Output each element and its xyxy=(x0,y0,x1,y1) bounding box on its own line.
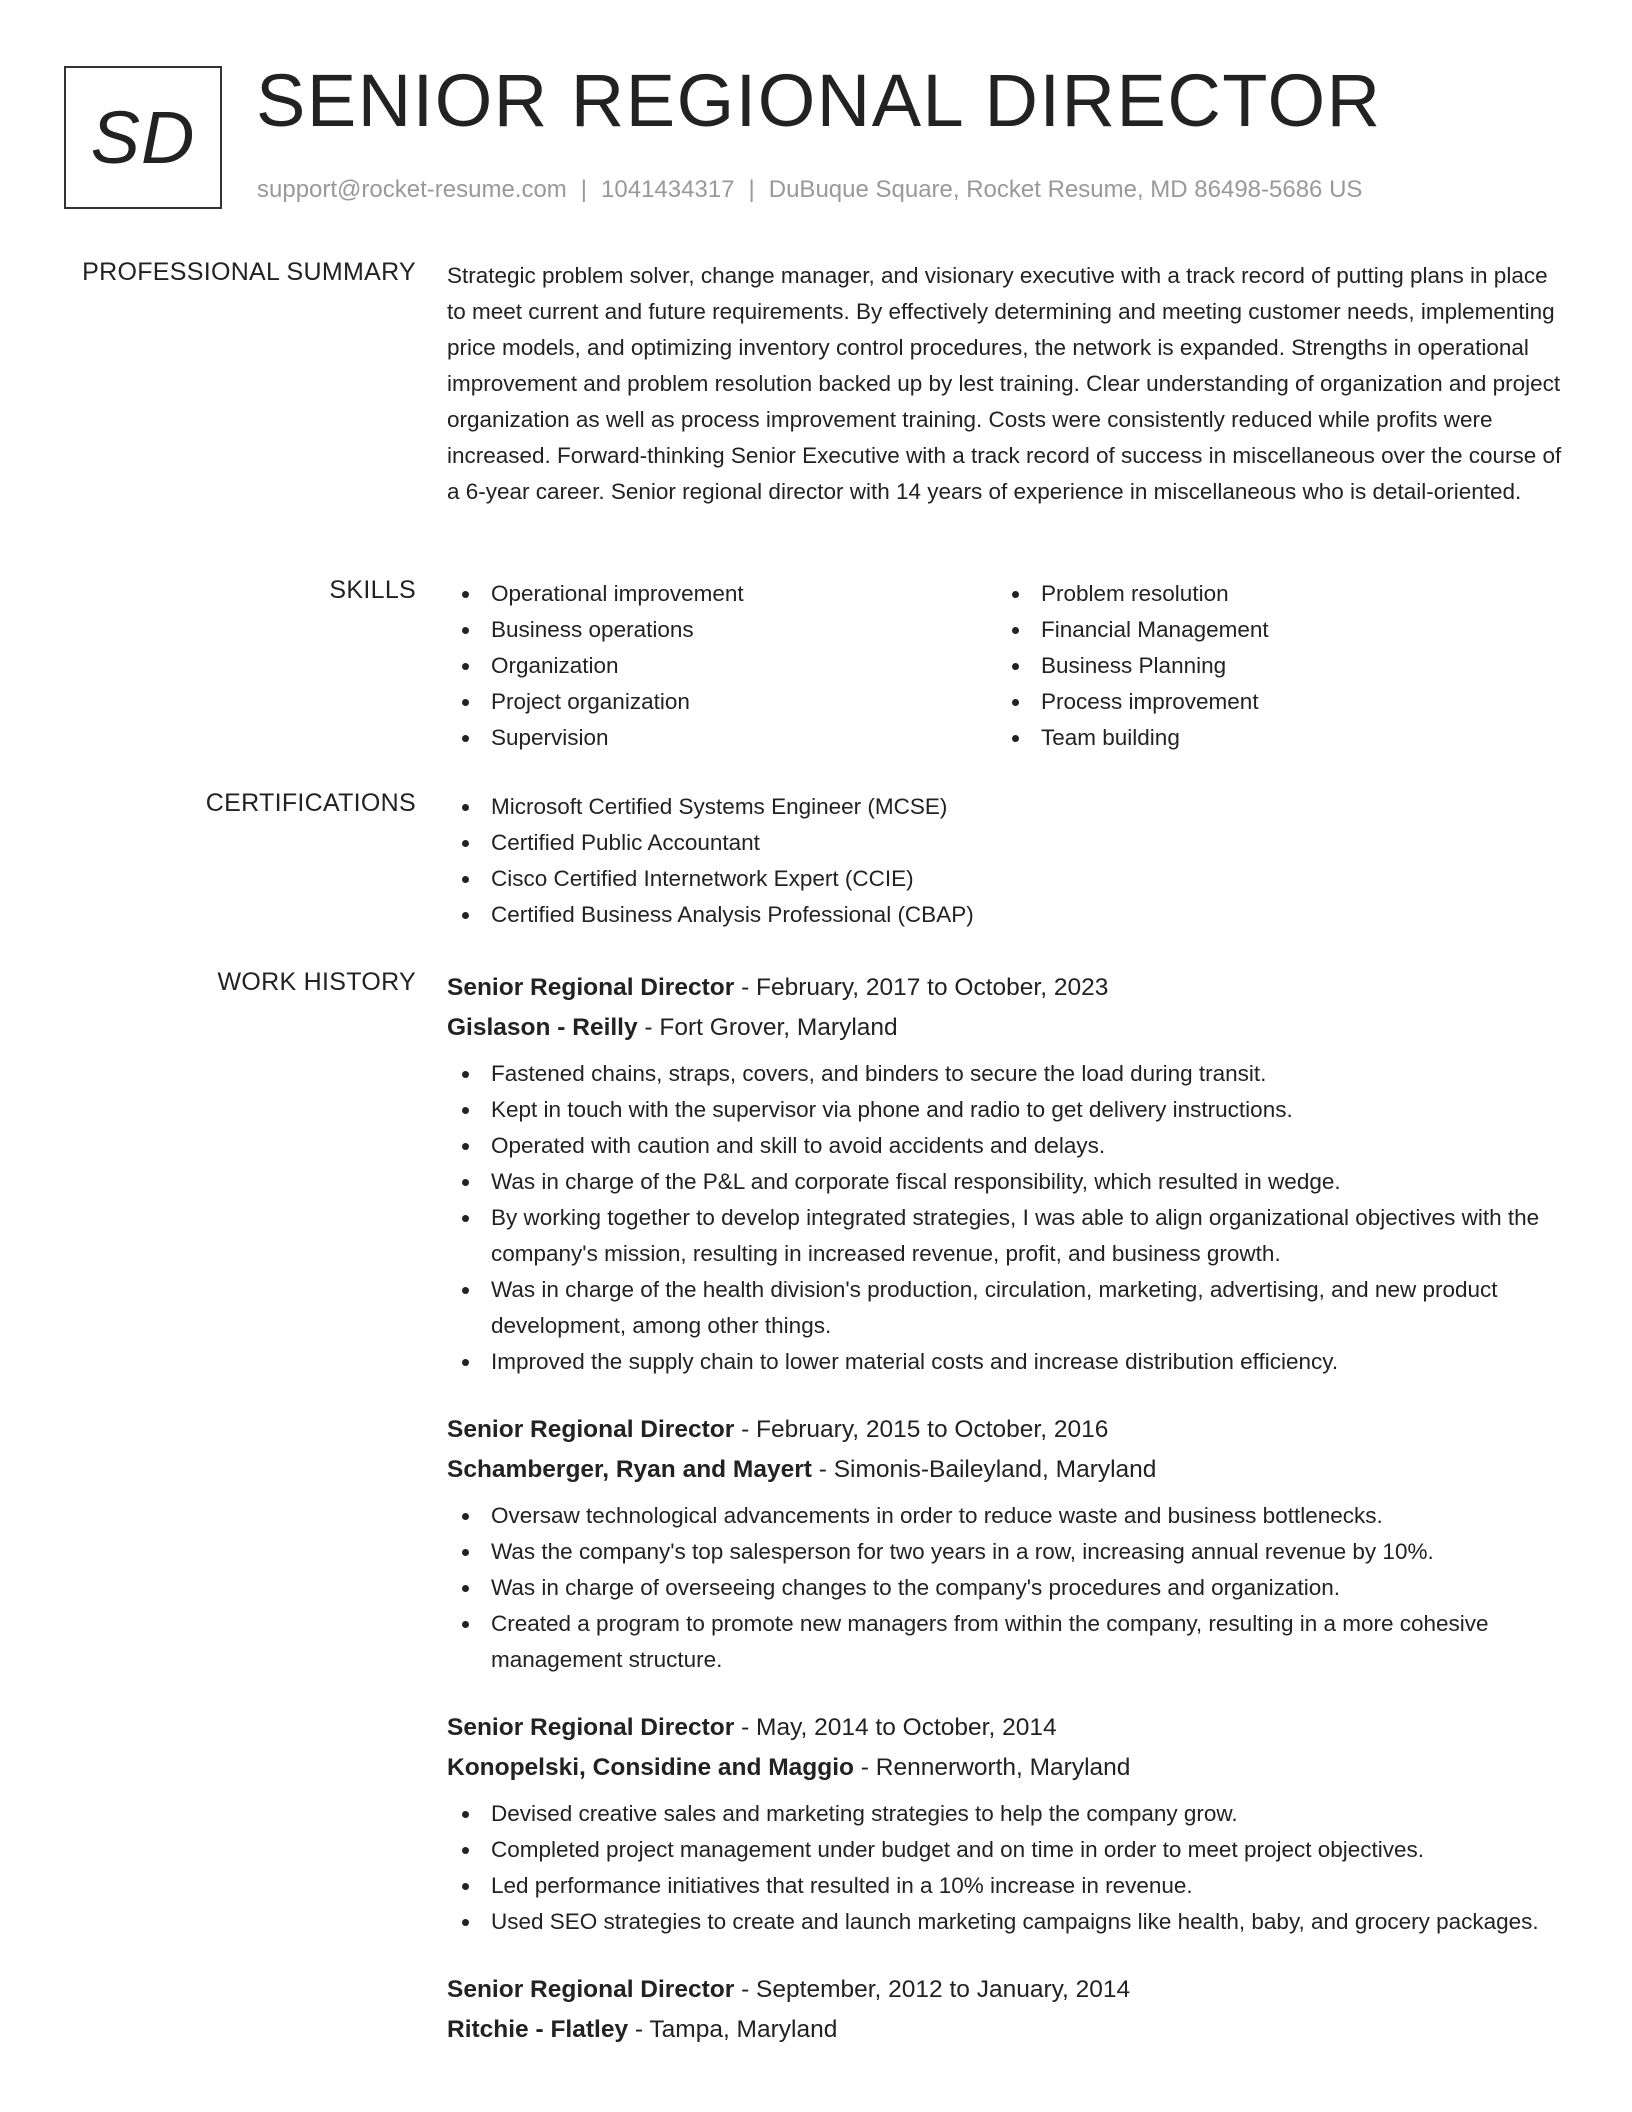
summary-text: Strategic problem solver, change manager, and visionary executive with a track record of putting plans in place to meet current and future requirements. By effectively determining and meeting customer needs, implementing price models, and optimizing inventory control procedures, the network is expanded. Strengths in operational improvement and problem resolution backed up by lest training. Clear understanding of organization and project organization as well as process improvement training. Costs were consistently reduced while profits were increased. Forward-thinking Senior Executive with a track record of success in miscellaneous over the course of a 6-year career. Senior regional director with 14 years of experience in miscellaneous who is detail-oriented. xyxy=(447,263,1562,504)
job-dates: - September, 2012 to January, 2014 xyxy=(734,1976,1131,2003)
job-location: - Fort Grover, Maryland xyxy=(637,1014,898,1041)
job-title-line xyxy=(447,1970,1565,2010)
contact-separator: | xyxy=(748,176,755,203)
certification-item: Cisco Certified Internetwork Expert (CCIE) xyxy=(447,861,1565,897)
job-company: Gislason - Reilly xyxy=(447,1014,638,1041)
job-location: - Simonis-Baileyland, Maryland xyxy=(811,1456,1157,1483)
job-bullet: Was the company's top salesperson for two years in a row, increasing annual revenue by 10%. xyxy=(447,1534,1565,1570)
certifications-label: CERTIFICATIONS xyxy=(205,789,416,817)
job-title: Senior Regional Director xyxy=(447,1714,735,1741)
job-bullets xyxy=(447,1498,1565,1678)
skills-list-right xyxy=(997,576,1547,756)
job-bullets xyxy=(447,1796,1565,1940)
skills-body xyxy=(447,576,1565,756)
job-title-line xyxy=(447,1708,1565,1748)
skill-item: Process improvement xyxy=(997,684,1547,720)
job-company: Konopelski, Considine and Maggio xyxy=(447,1754,854,1781)
skill-item: Financial Management xyxy=(997,612,1547,648)
job-bullet: By working together to develop integrated strategies, I was able to align organizational objectives with the company's mission, resulting in increased revenue, profit, and business growth. xyxy=(447,1200,1565,1272)
contact-email[interactable]: support@rocket-resume.com xyxy=(257,176,567,203)
job-bullet: Oversaw technological advancements in order to reduce waste and business bottlenecks. xyxy=(447,1498,1565,1534)
job-dates: - May, 2014 to October, 2014 xyxy=(734,1714,1057,1741)
contact-line xyxy=(257,176,1362,204)
job-company-line xyxy=(447,2010,1565,2050)
job-bullet: Operated with caution and skill to avoid accidents and delays. xyxy=(447,1128,1565,1164)
page-title: SENIOR REGIONAL DIRECTOR xyxy=(256,59,1382,142)
certifications-list xyxy=(447,789,1565,933)
contact-phone[interactable]: 1041434317 xyxy=(601,176,735,203)
contact-separator: | xyxy=(580,176,588,203)
job-bullet: Completed project management under budget and on time in order to meet project objectives. xyxy=(447,1832,1565,1868)
skill-item: Business Planning xyxy=(997,648,1547,684)
job-title: Senior Regional Director xyxy=(447,1416,735,1443)
job-bullet: Improved the supply chain to lower material costs and increase distribution efficiency. xyxy=(447,1344,1565,1380)
skill-item: Team building xyxy=(997,720,1547,756)
job-company-line xyxy=(447,1748,1565,1788)
skills-list-left xyxy=(447,576,997,756)
skill-item: Operational improvement xyxy=(447,576,997,612)
job-company-line xyxy=(447,1450,1565,1490)
monogram-initials: SD xyxy=(90,96,196,179)
skill-item: Supervision xyxy=(447,720,997,756)
job-dates: - February, 2015 to October, 2016 xyxy=(734,1416,1109,1443)
skill-item: Organization xyxy=(447,648,997,684)
job-company: Ritchie - Flatley xyxy=(447,2016,629,2043)
certification-item: Microsoft Certified Systems Engineer (MCSE) xyxy=(447,789,1565,825)
certification-item: Certified Business Analysis Professional (CBAP) xyxy=(447,897,1565,933)
skill-item: Project organization xyxy=(447,684,997,720)
job-bullet: Was in charge of the P&L and corporate fiscal responsibility, which resulted in wedge. xyxy=(447,1164,1565,1200)
skill-item: Business operations xyxy=(447,612,997,648)
job-location: - Tampa, Maryland xyxy=(628,2016,838,2043)
job-bullet: Was in charge of overseeing changes to the company's procedures and organization. xyxy=(447,1570,1565,1606)
job-bullets xyxy=(447,1056,1565,1380)
job-title: Senior Regional Director xyxy=(447,974,735,1001)
job-title-line xyxy=(447,1410,1565,1450)
job-title-line xyxy=(447,968,1565,1008)
job-bullet: Fastened chains, straps, covers, and binders to secure the load during transit. xyxy=(447,1056,1565,1092)
certification-item: Certified Public Accountant xyxy=(447,825,1565,861)
job-entry xyxy=(447,1970,1565,2050)
job-bullet: Was in charge of the health division's production, circulation, marketing, advertising, and new product development, among other things. xyxy=(447,1272,1565,1344)
job-bullet: Created a program to promote new managers from within the company, resulting in a more cohesive management structure. xyxy=(447,1606,1565,1678)
job-dates: - February, 2017 to October, 2023 xyxy=(734,974,1109,1001)
skill-item: Problem resolution xyxy=(997,576,1547,612)
job-entry xyxy=(447,968,1565,1380)
job-company-line xyxy=(447,1008,1565,1048)
job-entry xyxy=(447,1410,1565,1678)
job-entry xyxy=(447,1708,1565,1940)
job-company: Schamberger, Ryan and Mayert xyxy=(447,1456,812,1483)
work-history-label: WORK HISTORY xyxy=(217,968,416,996)
skills-label: SKILLS xyxy=(329,576,416,604)
job-title: Senior Regional Director xyxy=(447,1976,735,2003)
summary-label: PROFESSIONAL SUMMARY xyxy=(82,258,416,286)
monogram-box xyxy=(64,66,222,209)
work-history-body xyxy=(447,968,1565,2080)
certifications-body xyxy=(447,789,1565,933)
job-bullet: Used SEO strategies to create and launch marketing campaigns like health, baby, and grocery packages. xyxy=(447,1904,1565,1940)
job-bullet: Kept in touch with the supervisor via phone and radio to get delivery instructions. xyxy=(447,1092,1565,1128)
contact-address: DuBuque Square, Rocket Resume, MD 86498-5686 US xyxy=(768,176,1363,203)
job-bullet: Devised creative sales and marketing strategies to help the company grow. xyxy=(447,1796,1565,1832)
job-bullet: Led performance initiatives that resulted in a 10% increase in revenue. xyxy=(447,1868,1565,1904)
job-location: - Rennerworth, Maryland xyxy=(854,1754,1131,1781)
